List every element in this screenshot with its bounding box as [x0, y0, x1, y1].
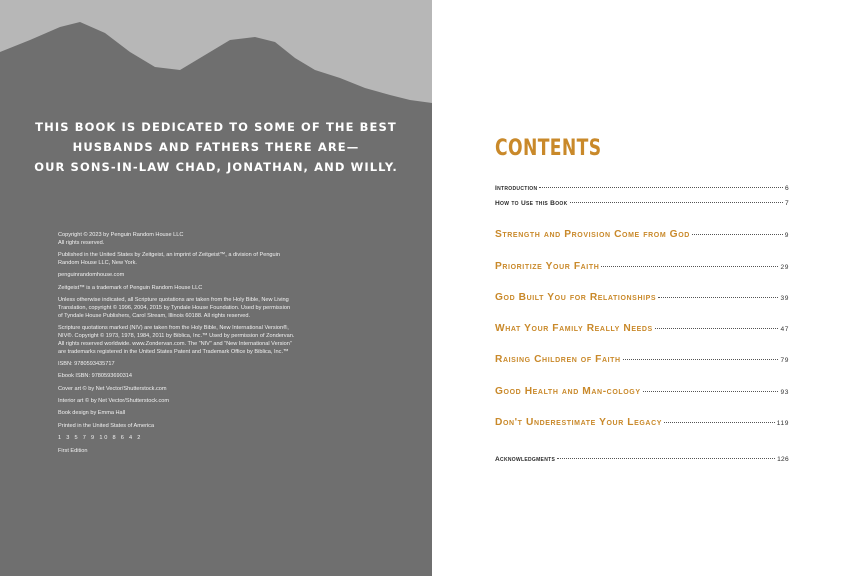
- toc-entry-label: Prioritize Your Faith: [495, 261, 600, 272]
- contents-title: CONTENTS: [495, 136, 602, 161]
- toc-entry-label: What Your Family Really Needs: [495, 323, 653, 334]
- leader-dots: [658, 297, 778, 298]
- leader-dots: [557, 458, 775, 459]
- leader-dots: [643, 391, 779, 392]
- copyright-line: are trademarks registered in the United States Patent and Trademark Office by Biblica, Inc.™: [58, 348, 289, 355]
- toc-chapter-7[interactable]: [495, 417, 789, 428]
- toc-entry-page: 39: [780, 295, 789, 302]
- copyright-line: Unless otherwise indicated, all Scripture quotations are taken from the Holy Bible, New Living: [58, 297, 289, 304]
- toc-entry-page: 7: [785, 200, 789, 207]
- toc-entry-page: 6: [785, 185, 789, 192]
- leader-dots: [623, 359, 779, 360]
- leader-dots: [692, 234, 783, 235]
- toc-chapter-5[interactable]: [495, 354, 789, 365]
- leader-dots: [664, 422, 775, 423]
- toc-entry-label: Strength and Provision Come from God: [495, 229, 690, 240]
- trademark-notice: Zeitgeist™ is a trademark of Penguin Random House LLC: [58, 284, 203, 291]
- leader-dots: [655, 328, 779, 329]
- toc-entry-page: 9: [784, 232, 789, 239]
- copyright-block: [58, 232, 358, 460]
- scripture-notice: [58, 297, 358, 320]
- dedication-line: HUSBANDS AND FATHERS THERE ARE—: [72, 140, 360, 154]
- toc-entry-page: 119: [776, 420, 789, 427]
- ebook-isbn: Ebook ISBN: 9780593690314: [58, 373, 133, 380]
- toc-entry-label: Raising Children of Faith: [495, 354, 621, 365]
- publisher-website: penguinrandomhouse.com: [58, 272, 125, 279]
- copyright-line: Published in the United States by Zeitgeist, an imprint of Zeitgeist™, a division of Penguin: [58, 252, 281, 259]
- toc-entry-page: 126: [777, 456, 789, 463]
- copyright-line: NIV®. Copyright © 1973, 1978, 1984, 2011 by Biblica, Inc.™ Used by permission of Zondervan.: [58, 332, 295, 339]
- book-design-credit: Book design by Emma Hall: [58, 410, 126, 417]
- toc-chapter-3[interactable]: [495, 292, 789, 303]
- copyright-notice: [58, 232, 358, 248]
- niv-notice: [58, 325, 358, 356]
- edition: First Edition: [58, 447, 88, 454]
- printing-line: 1 3 5 7 9 10 8 6 4 2: [58, 435, 143, 442]
- copyright-line: All rights reserved worldwide. www.Zondervan.com. The “NIV” and “New International Version”: [58, 340, 292, 347]
- toc-chapter-1[interactable]: [495, 229, 789, 240]
- toc-entry-page: 47: [780, 326, 789, 333]
- toc-entry-label: God Built You for Relationships: [495, 292, 657, 303]
- toc-chapter-6[interactable]: [495, 386, 789, 397]
- copyright-line: Copyright © 2023 by Penguin Random House LLC: [58, 232, 184, 238]
- copyright-line: Random House LLC, New York.: [58, 259, 137, 266]
- cover-art-credit: Cover art © by Net Vector/Shutterstock.com: [58, 385, 167, 392]
- leader-dots: [601, 266, 778, 267]
- copyright-line: All rights reserved.: [58, 239, 105, 246]
- publisher-notice: [58, 252, 358, 268]
- toc-entry-label: Good Health and Man-cology: [495, 386, 641, 397]
- toc-entry-page: 93: [780, 389, 789, 396]
- toc-entry-label: How to Use this Book: [495, 200, 568, 207]
- toc-entry-page: 79: [780, 357, 789, 364]
- copyright-line: Translation, copyright © 1996, 2004, 2015 by Tyndale House Foundation. Used by permission: [58, 304, 291, 311]
- copyright-line: of Tyndale House Publishers, Carol Stream, Illinois 60188. All rights reserved.: [58, 312, 251, 319]
- toc-entry-page: 29: [780, 264, 789, 271]
- toc-chapter-2[interactable]: [495, 261, 789, 272]
- copyright-line: Scripture quotations marked (NIV) are taken from the Holy Bible, New International Version®,: [58, 325, 289, 332]
- dedication-line: OUR SONS-IN-LAW CHAD, JONATHAN, AND WILLY.: [34, 160, 398, 174]
- contents-page: [432, 0, 864, 576]
- toc-entry-acknowledgments[interactable]: [495, 456, 789, 463]
- toc-entry-label: Introduction: [495, 185, 538, 192]
- toc-chapter-4[interactable]: [495, 323, 789, 334]
- interior-art-credit: Interior art © by Net Vector/Shutterstock.com: [58, 398, 170, 405]
- toc-entry-how-to-use[interactable]: [495, 200, 789, 207]
- dedication: [30, 117, 402, 177]
- leader-dots: [570, 202, 784, 203]
- printed-in: Printed in the United States of America: [58, 422, 155, 429]
- dedication-line: THIS BOOK IS DEDICATED TO SOME OF THE BEST: [35, 120, 397, 134]
- toc-entry-label: Don't Underestimate Your Legacy: [495, 417, 662, 428]
- leader-dots: [539, 187, 783, 188]
- toc-entry-introduction[interactable]: [495, 185, 789, 192]
- isbn: ISBN: 9780593435717: [58, 360, 115, 367]
- toc-entry-label: Acknowledgments: [495, 456, 556, 463]
